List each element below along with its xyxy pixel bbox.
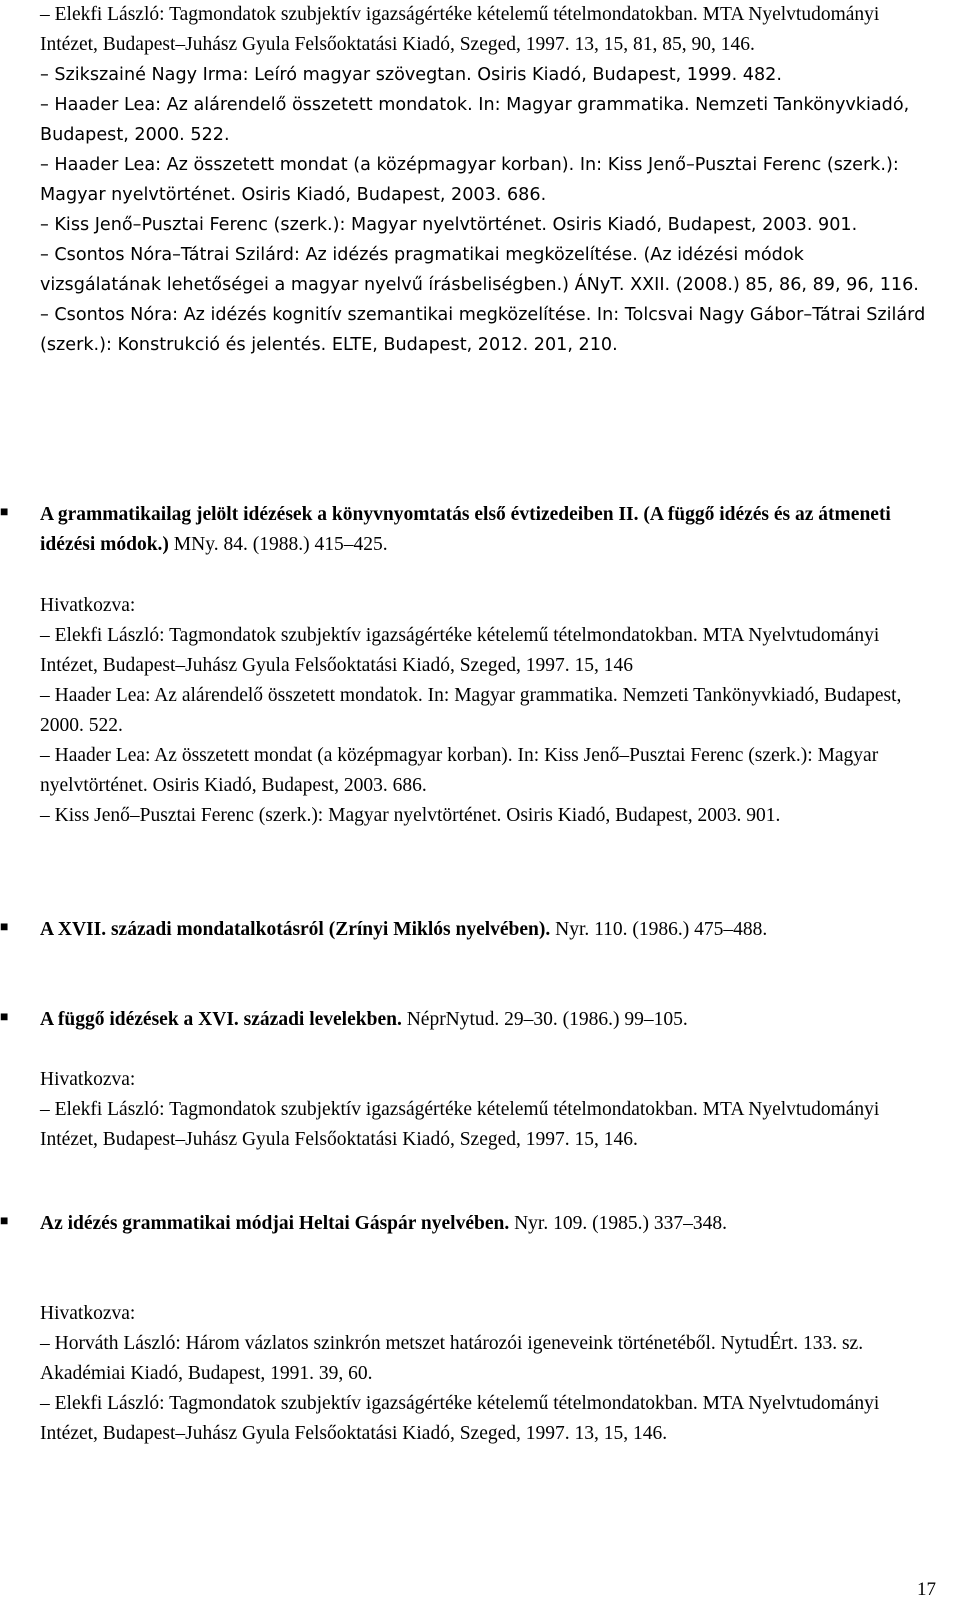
cited-label: Hivatkozva: xyxy=(40,1303,136,1324)
publication-source: Nyr. 110. (1986.) 475–488. xyxy=(550,919,768,940)
publication-citation xyxy=(40,1005,930,1035)
publication-citation xyxy=(40,500,930,560)
top-reference-list xyxy=(40,0,930,360)
publication-source: Nyr. 109. (1985.) 337–348. xyxy=(509,1213,727,1234)
reference-item: – Haader Lea: Az összetett mondat (a középmagyar korban). In: Kiss Jenő–Pusztai Ferenc (szerk.): Magyar nyelvtörténet. Osiris Kiadó, Budapest, 2003. 686. xyxy=(40,745,879,796)
reference-item: – Csontos Nóra–Tátrai Szilárd: Az idézés pragmatikai megközelítése. (Az idézési módok vizsgálatának lehetőségei a magyar nyelvű írásbeliségben.) ÁNyT. XXII. (2008.) 85, 86, 89, 96, 116. xyxy=(40,245,919,295)
cited-label: Hivatkozva: xyxy=(40,1069,136,1090)
reference-item: – Szikszainé Nagy Irma: Leíró magyar szövegtan. Osiris Kiadó, Budapest, 1999. 482. xyxy=(40,65,782,85)
citing-reference-list xyxy=(40,1095,930,1155)
publication-title: A függő idézések a XVI. századi levelekben. xyxy=(40,1009,402,1030)
square-bullet-icon: ■ xyxy=(0,505,9,520)
square-bullet-icon: ■ xyxy=(0,1010,9,1025)
reference-item: – Elekfi László: Tagmondatok szubjektív igazságértéke kételemű tételmondatokban. MTA Nyelvtudományi Intézet, Budapest–Juhász Gyula Felsőoktatási Kiadó, Szeged, 1997. 13, 15, 146. xyxy=(40,1393,880,1444)
publication-title: A XVII. századi mondatalkotásról (Zrínyi Miklós nyelvében). xyxy=(40,919,551,940)
reference-item: – Elekfi László: Tagmondatok szubjektív igazságértéke kételemű tételmondatokban. MTA Nyelvtudományi Intézet, Budapest–Juhász Gyula Felsőoktatási Kiadó, Szeged, 1997. 15, 146 xyxy=(40,625,880,676)
citing-reference-list xyxy=(40,621,930,831)
publication-citation xyxy=(40,915,930,945)
reference-item: – Kiss Jenő–Pusztai Ferenc (szerk.): Magyar nyelvtörténet. Osiris Kiadó, Budapest, 2003. 901. xyxy=(40,805,781,826)
publication-title: Az idézés grammatikai módjai Heltai Gáspár nyelvében. xyxy=(40,1213,510,1234)
publication-citation xyxy=(40,1209,930,1239)
reference-item: – Haader Lea: Az alárendelő összetett mondatok. In: Magyar grammatika. Nemzeti Tankönyvkiadó, Budapest, 2000. 522. xyxy=(40,685,902,736)
citing-reference-list xyxy=(40,1329,930,1449)
publication-source: NéprNytud. 29–30. (1986.) 99–105. xyxy=(401,1009,688,1030)
reference-item: – Kiss Jenő–Pusztai Ferenc (szerk.): Magyar nyelvtörténet. Osiris Kiadó, Budapest, 2003. 901. xyxy=(40,215,858,235)
cited-label: Hivatkozva: xyxy=(40,595,136,616)
publication-source: MNy. 84. (1988.) 415–425. xyxy=(168,534,388,555)
reference-item: – Csontos Nóra: Az idézés kognitív szemantikai megközelítése. In: Tolcsvai Nagy Gábor–Tátrai Szilárd (szerk.): Konstrukció és jelentés. ELTE, Budapest, 2012. 201, 210. xyxy=(40,305,926,355)
square-bullet-icon: ■ xyxy=(0,1214,9,1229)
page-number: 17 xyxy=(917,1579,936,1600)
reference-item: – Horváth László: Három vázlatos szinkrón metszet határozói igeneveink történetéből. NytudÉrt. 133. sz. Akadémiai Kiadó, Budapest, 1991. 39, 60. xyxy=(40,1333,864,1384)
reference-item: – Elekfi László: Tagmondatok szubjektív igazságértéke kételemű tételmondatokban. MTA Nyelvtudományi Intézet, Budapest–Juhász Gyula Felsőoktatási Kiadó, Szeged, 1997. 13, 15, 81, 85, 90, 146. xyxy=(40,4,880,55)
reference-item: – Haader Lea: Az alárendelő összetett mondatok. In: Magyar grammatika. Nemzeti Tankönyvkiadó, Budapest, 2000. 522. xyxy=(40,95,910,145)
publication-title: A grammatikailag jelölt idézések a könyvnyomtatás első évtizedeiben II. (A függő idézés és az átmeneti idézési módok.) xyxy=(40,504,891,555)
reference-item: – Elekfi László: Tagmondatok szubjektív igazságértéke kételemű tételmondatokban. MTA Nyelvtudományi Intézet, Budapest–Juhász Gyula Felsőoktatási Kiadó, Szeged, 1997. 15, 146. xyxy=(40,1099,880,1150)
square-bullet-icon: ■ xyxy=(0,920,9,935)
reference-item: – Haader Lea: Az összetett mondat (a középmagyar korban). In: Kiss Jenő–Pusztai Ferenc (szerk.): Magyar nyelvtörténet. Osiris Kiadó, Budapest, 2003. 686. xyxy=(40,155,899,205)
